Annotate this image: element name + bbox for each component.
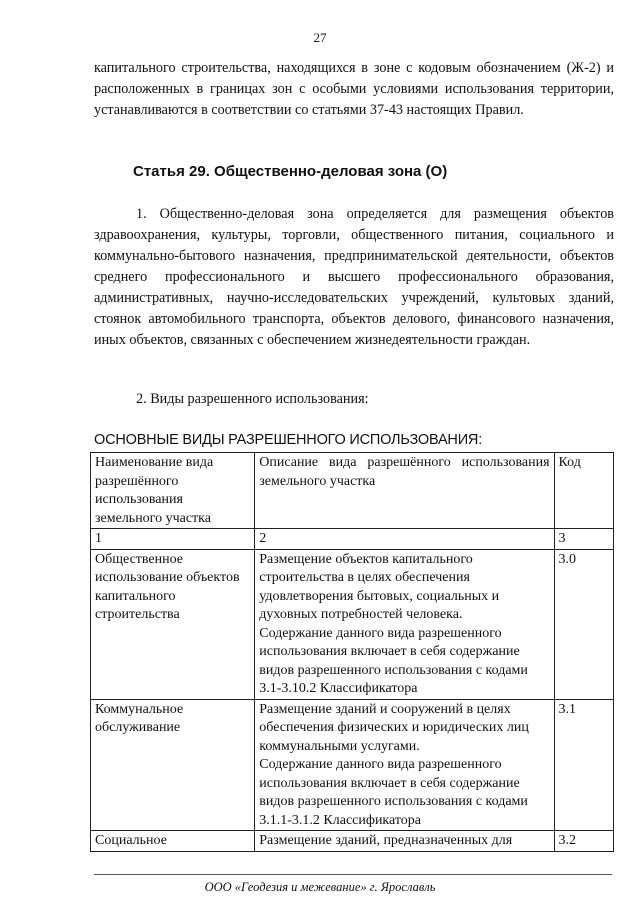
header-name: Наименование вида разрешённого использования земельного участка	[91, 453, 255, 529]
row-description-text-2: Содержание данного вида разрешенного использования включает в себя содержание видов разрешенного использования с кодами 3.1-3.10.2 Классификатора	[259, 625, 528, 696]
table-row	[91, 549, 614, 699]
number-col-3: 3	[554, 529, 613, 550]
table-title: ОСНОВНЫЕ ВИДЫ РАЗРЕШЕННОГО ИСПОЛЬЗОВАНИЯ:	[94, 432, 483, 448]
paragraph-zone-definition: 1. Общественно-деловая зона определяется для размещения объектов здравоохранения, культуры, торговли, общественного питания, социального и коммунально-бытового назначения, предпринимательской деятельности, объектов среднего профессионального и высшего профессионального образования, административных, научно-исследовательских учреждений, культовых зданий, стоянок автомобильного транспорта, объектов делового, финансового назначения, иных объектов, связанных с обеспечением жизнедеятельности граждан.	[94, 206, 614, 348]
row-code: 3.0	[554, 549, 613, 699]
intro-paragraph: капитального строительства, находящихся в зоне с кодовым обозначением (Ж-2) и расположенных в границах зон с особыми условиями использования территории, устанавливаются в соответствии со статьями 37-43 настоящих Правил.	[94, 60, 614, 118]
table-number-row	[91, 529, 614, 550]
row-description	[255, 699, 554, 831]
row-name: Социальное	[91, 831, 255, 852]
row-name: Коммунальное обслуживание	[91, 699, 255, 831]
row-description	[255, 831, 554, 852]
header-description: Описание вида разрешённого использования земельного участка	[255, 453, 554, 529]
table-row	[91, 699, 614, 831]
row-description-text: Размещение зданий, предназначенных для	[259, 833, 513, 848]
header-code: Код	[554, 453, 613, 529]
table-header-row	[91, 453, 614, 529]
footer-divider	[94, 874, 612, 875]
row-description-text: Размещение объектов капитального строительства в целях обеспечения удовлетворения бытовых, социальных и духовных потребностей человека.	[259, 551, 500, 622]
number-col-1: 1	[91, 529, 255, 550]
row-code: 3.2	[554, 831, 613, 852]
table-row	[91, 831, 614, 852]
footer-text: ООО «Геодезия и межевание» г. Ярославль	[204, 880, 436, 894]
page-number: 27	[313, 30, 327, 45]
row-description-text-2: Содержание данного вида разрешенного использования включает в себя содержание видов разрешенного использования с кодами 3.1.1-3.1.2 Классификатора	[259, 757, 528, 828]
paragraph-usage-types: 2. Виды разрешенного использования:	[136, 391, 369, 407]
row-code: 3.1	[554, 699, 613, 831]
article-heading: Статья 29. Общественно-деловая зона (О)	[133, 163, 448, 180]
usage-types-table	[90, 452, 614, 852]
row-description-text: Размещение зданий и сооружений в целях обеспечения физических и юридических лиц коммунальными услугами.	[259, 701, 529, 754]
row-description	[255, 549, 554, 699]
number-col-2: 2	[255, 529, 554, 550]
row-name: Общественное использование объектов капитального строительства	[91, 549, 255, 699]
